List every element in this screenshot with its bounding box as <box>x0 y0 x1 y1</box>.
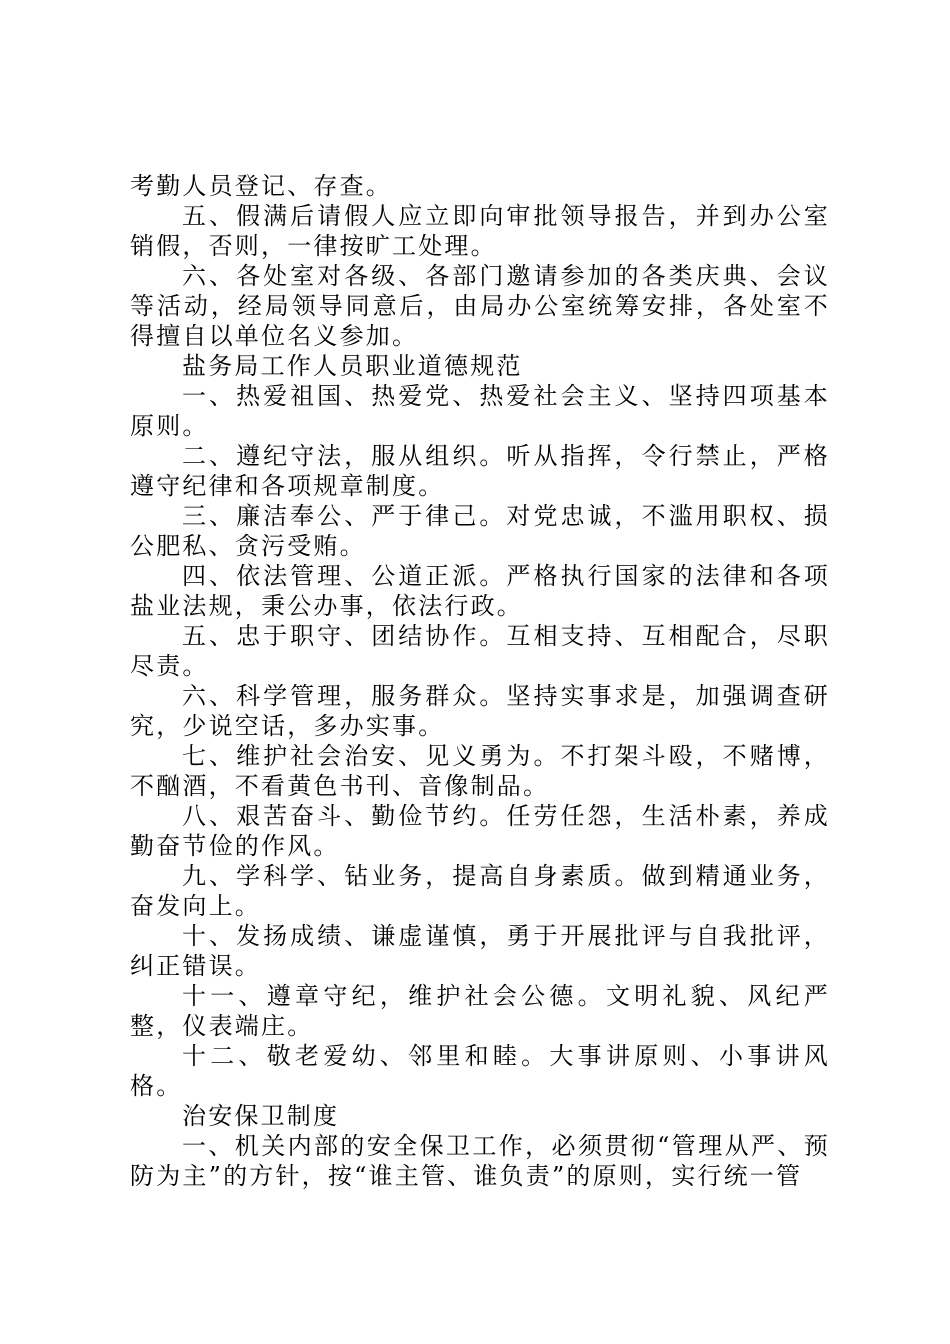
section-title-security: 治安保卫制度 <box>182 1102 340 1130</box>
ethics-item-1: 一、热爱祖国、热爱党、热爱社会主义、坚持四项基本原则。 <box>130 382 830 440</box>
paragraph-leave-report: 五、假满后请假人应立即向审批领导报告，并到办公室销假，否则，一律按旷工处理。 <box>130 202 830 260</box>
paragraph-attendance-record: 考勤人员登记、存查。 <box>130 172 392 200</box>
ethics-item-7: 七、维护社会治安、见义勇为。不打架斗殴，不赌博，不酗酒，不看黄色书刊、音像制品。 <box>130 742 830 800</box>
ethics-item-12: 十二、敬老爱幼、邻里和睦。大事讲原则、小事讲风格。 <box>130 1042 830 1100</box>
paragraph-event-arrangement: 六、各处室对各级、各部门邀请参加的各类庆典、会议等活动，经局领导同意后，由局办公室统筹安排，各处室不得擅自以单位名义参加。 <box>130 262 830 350</box>
section-title-ethics: 盐务局工作人员职业道德规范 <box>182 352 523 380</box>
ethics-item-6: 六、科学管理，服务群众。坚持实事求是，加强调查研究，少说空话，多办实事。 <box>130 682 830 740</box>
ethics-item-4: 四、依法管理、公道正派。严格执行国家的法律和各项盐业法规，秉公办事，依法行政。 <box>130 562 830 620</box>
ethics-item-8: 八、艰苦奋斗、勤俭节约。任劳任怨，生活朴素，养成勤奋节俭的作风。 <box>130 802 830 860</box>
document-body <box>130 171 830 1191</box>
ethics-item-5: 五、忠于职守、团结协作。互相支持、互相配合，尽职尽责。 <box>130 622 830 680</box>
ethics-item-11: 十一、遵章守纪，维护社会公德。文明礼貌、风纪严整，仪表端庄。 <box>130 982 830 1040</box>
security-item-1: 一、机关内部的安全保卫工作，必须贯彻“管理从严、预防为主”的方针，按“谁主管、谁负责”的原则，实行统一管 <box>130 1132 830 1190</box>
ethics-item-2: 二、遵纪守法，服从组织。听从指挥，令行禁止，严格遵守纪律和各项规章制度。 <box>130 442 830 500</box>
ethics-item-9: 九、学科学、钻业务，提高自身素质。做到精通业务，奋发向上。 <box>130 862 830 920</box>
ethics-item-10: 十、发扬成绩、谦虚谨慎，勇于开展批评与自我批评，纠正错误。 <box>130 922 830 980</box>
ethics-item-3: 三、廉洁奉公、严于律己。对党忠诚，不滥用职权、损公肥私、贪污受贿。 <box>130 502 830 560</box>
